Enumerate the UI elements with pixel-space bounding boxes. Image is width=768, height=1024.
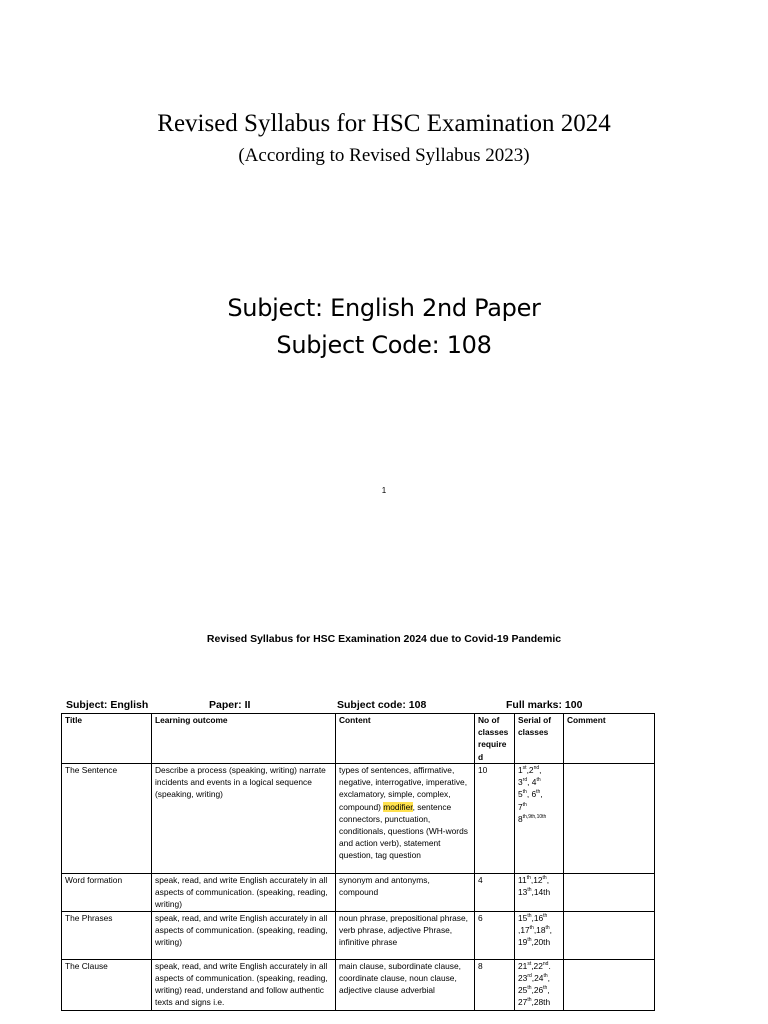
row-content [336, 764, 475, 874]
row-comment [564, 764, 655, 874]
row-comment [564, 959, 655, 1010]
row-classes-required: 6 [475, 911, 515, 959]
highlighted-text: modifier [383, 801, 413, 812]
row-title: The Clause [62, 959, 152, 1010]
header-classes-required: No of classes require d [475, 714, 515, 764]
content-text: types of sentences, affirmative, negative, interrogative, imperative, exclamatory, simple, complex, compound) [339, 765, 468, 812]
row-title: The Sentence [62, 764, 152, 874]
row-learning-outcome: Describe a process (speaking, writing) narrate incidents and events in a logical sequence (speaking, writing) [152, 764, 336, 874]
table-row [62, 874, 655, 912]
row-content: noun phrase, prepositional phrase, verb phrase, adjective Phrase, infinitive phrase [336, 911, 475, 959]
row-learning-outcome: speak, read, and write English accurately in all aspects of communication. (speaking, reading, writing) [152, 911, 336, 959]
header-content: Content [336, 714, 475, 764]
header-comment: Comment [564, 714, 655, 764]
meta-code: Subject code: 108 [337, 699, 427, 711]
document-subtitle: (According to Revised Syllabus 2023) [238, 145, 530, 166]
table-row [62, 764, 655, 874]
content-text: , sentence connectors, punctuation, conditionals, questions (WH-words and action verb), statement question, tag question [339, 801, 468, 861]
row-title: Word formation [62, 874, 152, 912]
row-title: The Phrases [62, 911, 152, 959]
header-title: Title [62, 714, 152, 764]
row-classes-required: 10 [475, 764, 515, 874]
table-row [62, 911, 655, 959]
meta-marks: Full marks: 100 [506, 699, 583, 711]
row-serial-of-classes: 11th,12th, 13th,14th [515, 874, 564, 912]
row-serial-of-classes: 15th,16th ,17th,18th, 19th,20th [515, 911, 564, 959]
page-number: 1 [381, 486, 387, 495]
table-row [62, 959, 655, 1010]
row-classes-required: 8 [475, 959, 515, 1010]
subject-heading: Subject: English 2nd Paper [227, 294, 541, 322]
row-content: main clause, subordinate clause, coordinate clause, noun clause, adjective clause adverbial [336, 959, 475, 1010]
row-learning-outcome: speak, read, and write English accurately in all aspects of communication. (speaking, reading, writing) read, understand and follow authentic texts and signs i.e. [152, 959, 336, 1010]
row-serial-of-classes: 21st,22nd. 23rd,24th, 25th,26th, 27th,28th [515, 959, 564, 1010]
row-serial-of-classes: 1st,2nd, 3rd, 4th 5th, 6th, 7th $8^{th,9th,10th}$ [515, 764, 564, 874]
header-serial-of-classes: Serial of classes [515, 714, 564, 764]
syllabus-table [61, 713, 655, 1011]
row-learning-outcome: speak, read, and write English accurately in all aspects of communication. (speaking, reading, writing) [152, 874, 336, 912]
document-title: Revised Syllabus for HSC Examination 2024 [157, 110, 611, 137]
row-classes-required: 4 [475, 874, 515, 912]
header-learning-outcome: Learning outcome [152, 714, 336, 764]
row-content: synonym and antonyms, compound [336, 874, 475, 912]
meta-subject: Subject: English [66, 699, 149, 711]
subject-code-heading: Subject Code: 108 [276, 331, 492, 359]
row-comment [564, 911, 655, 959]
table-header-row [62, 714, 655, 764]
meta-paper: Paper: II [209, 699, 251, 711]
syllabus-heading: Revised Syllabus for HSC Examination 2024 due to Covid-19 Pandemic [206, 633, 562, 645]
row-comment [564, 874, 655, 912]
